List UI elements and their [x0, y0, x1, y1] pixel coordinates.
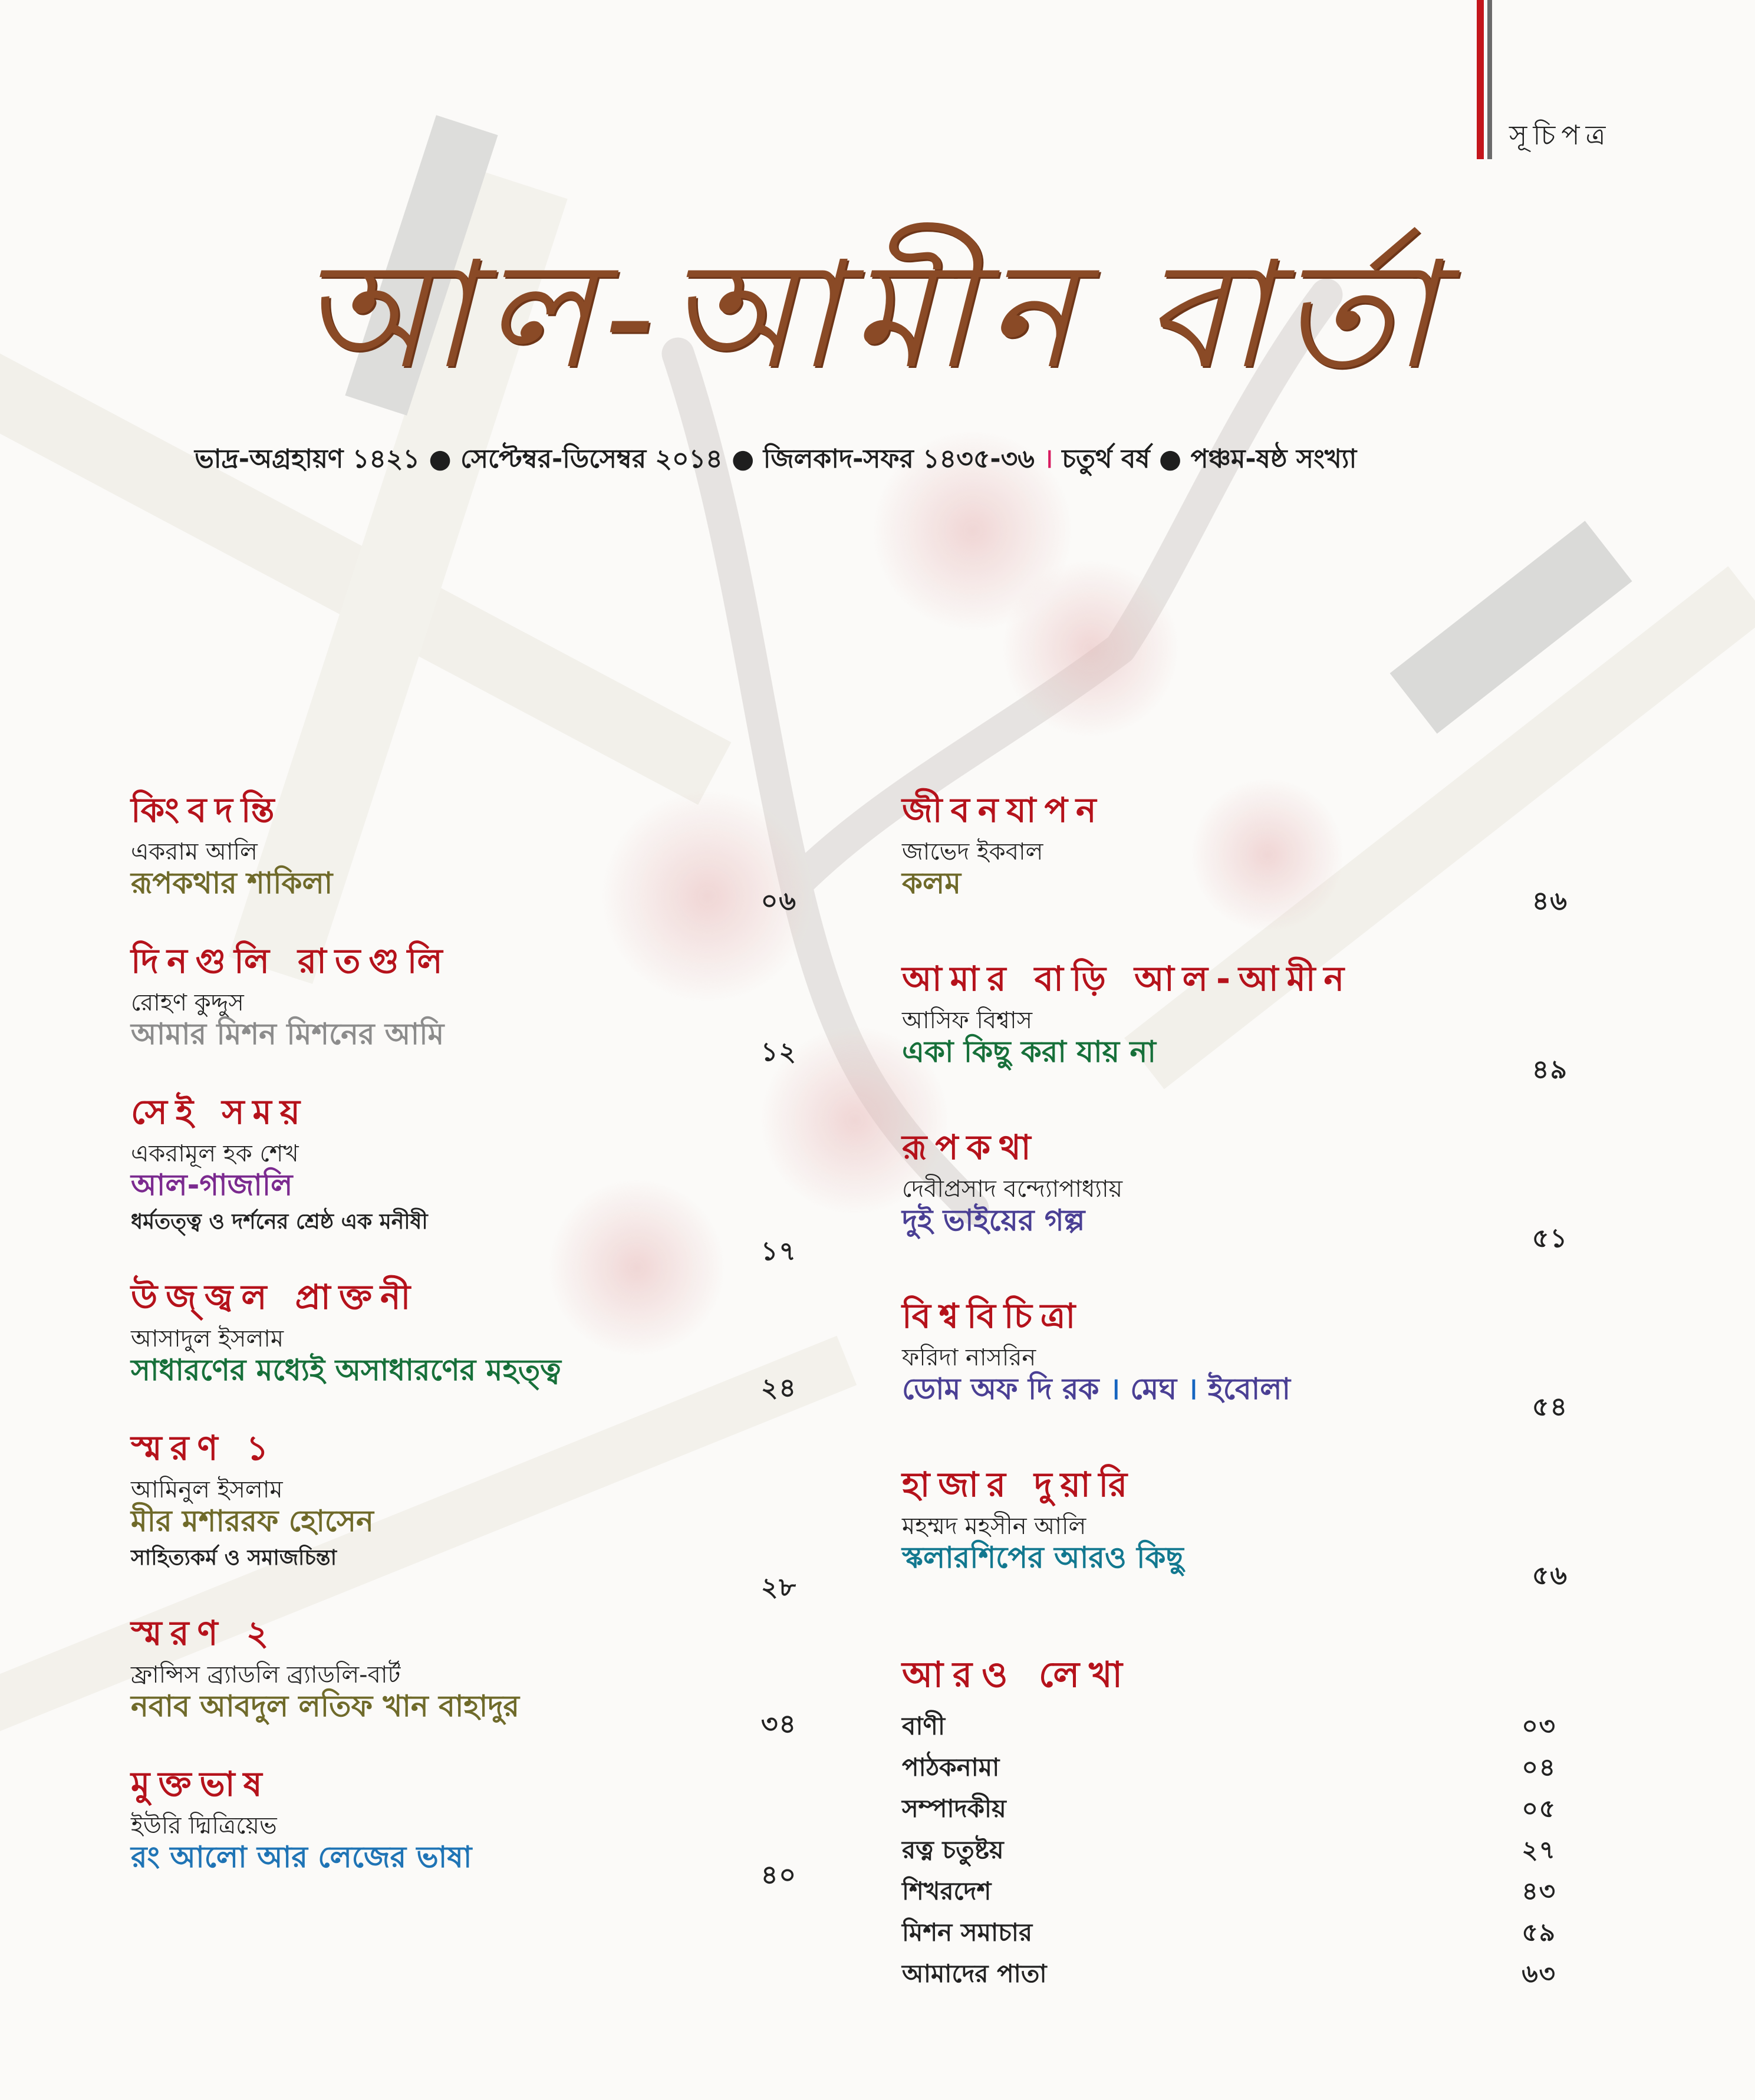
author-name: মহম্মদ মহসীন আলি — [902, 1513, 1086, 1540]
masthead-title: আল-আমীন বার্তা — [299, 229, 1446, 401]
section-title: স্মরণ ১ — [131, 1428, 277, 1468]
article-title[interactable]: আমার মিশন মিশনের আমি — [131, 1017, 444, 1051]
more-writings-item[interactable] — [902, 1913, 1556, 1954]
article-title[interactable]: সাধারণের মধ্যেই অসাধারণের মহত্ত্ব — [131, 1353, 561, 1387]
toc-right-column — [902, 790, 1568, 1636]
article-title[interactable]: রূপকথার শাকিলা — [131, 866, 333, 900]
item-label: মিশন সমাচার — [902, 1918, 1033, 1947]
toc-entry[interactable] — [902, 1464, 1568, 1591]
gray-accent-bar — [1487, 0, 1492, 159]
section-title: রূপকথা — [902, 1127, 1039, 1167]
article-separator: । — [1177, 1372, 1208, 1406]
page-number: ৫৪ — [1532, 1392, 1568, 1422]
page-number: ৬৩ — [1522, 1959, 1556, 1988]
corner-accent-bars — [1477, 0, 1494, 159]
author-name: আমিনুল ইসলাম — [131, 1476, 283, 1503]
author-name: ইউরি দ্মিত্রিয়েভ — [131, 1812, 277, 1839]
page-number: ৪০ — [760, 1860, 797, 1890]
page-number: ৫৯ — [1522, 1918, 1556, 1947]
article-title[interactable]: একা কিছু করা যায় না — [902, 1035, 1156, 1069]
article-part[interactable]: ইবোলা — [1207, 1372, 1291, 1406]
page-number: ০৫ — [1522, 1794, 1556, 1823]
toc-entry[interactable] — [131, 1277, 797, 1403]
item-label: আমাদের পাতা — [902, 1959, 1047, 1988]
section-title: মুক্তভাষ — [131, 1764, 271, 1804]
toc-entry[interactable] — [902, 790, 1568, 916]
page-number: ২৮ — [760, 1572, 797, 1602]
page-number: ২৪ — [760, 1373, 797, 1403]
toc-entry[interactable] — [131, 1428, 797, 1602]
more-writings-list — [902, 1707, 1556, 1996]
page-number: ০৩ — [1522, 1711, 1556, 1740]
masthead-logo — [177, 195, 1580, 407]
toc-left-column — [131, 790, 797, 1890]
toc-entry[interactable] — [131, 1092, 797, 1266]
page-number: ৩৪ — [760, 1709, 797, 1739]
article-title[interactable]: রং আলো আর লেজের ভাষা — [131, 1840, 472, 1874]
article-title[interactable] — [902, 1374, 1568, 1410]
issue-dates: ভাদ্র-অগ্রহায়ণ ১৪২১ ● সেপ্টেম্বর-ডিসেম্বর ২০১৪ ● জিলকাদ-সফর ১৪৩৫-৩৬ — [195, 444, 1035, 474]
article-separator: । — [1099, 1372, 1131, 1406]
author-name: একরাম আলি — [131, 838, 258, 865]
section-title: বিশ্ববিচিত্রা — [902, 1296, 1084, 1336]
article-title[interactable]: মীর মশাররফ হোসেন — [131, 1504, 374, 1538]
issue-info — [195, 439, 1550, 482]
page-number: ১২ — [760, 1037, 797, 1067]
author-name: একরামূল হক শেখ — [131, 1140, 299, 1167]
issue-volume: চতুর্থ বর্ষ ● পঞ্চম-ষষ্ঠ সংখ্যা — [1062, 444, 1357, 474]
red-accent-bar — [1477, 0, 1484, 159]
page-number: ৪৯ — [1532, 1055, 1568, 1085]
toc-entry[interactable] — [131, 1613, 797, 1739]
more-writings-item[interactable] — [902, 1707, 1556, 1748]
section-title: আমার বাড়ি আল-আমীন — [902, 959, 1353, 999]
section-title: উজ্জ্বল প্রাক্তনী — [131, 1277, 419, 1317]
section-title: কিংবদন্তি — [131, 790, 283, 830]
article-subtitle: সাহিত্যকর্ম ও সমাজচিন্তা — [131, 1546, 337, 1570]
more-writings-item[interactable] — [902, 1954, 1556, 1996]
page-number: ৪৬ — [1532, 886, 1568, 916]
toc-entry[interactable] — [902, 959, 1568, 1085]
author-name: দেবীপ্রসাদ বন্দ্যোপাধ্যায় — [902, 1176, 1123, 1203]
article-part[interactable]: মেঘ — [1130, 1372, 1177, 1406]
item-label: পাঠকনামা — [902, 1753, 1000, 1782]
page-number: ১৭ — [760, 1236, 797, 1266]
article-title[interactable]: নবাব আবদুল লতিফ খান বাহাদুর — [131, 1689, 519, 1723]
page-number: ২৭ — [1522, 1835, 1556, 1864]
more-writings-item[interactable] — [902, 1748, 1556, 1789]
page-number: ০৬ — [760, 886, 797, 916]
article-part[interactable]: ডোম অফ দি রক — [902, 1372, 1099, 1406]
article-title[interactable]: স্কলারশিপের আরও কিছু — [902, 1541, 1184, 1575]
author-name: ফরিদা নাসরিন — [902, 1344, 1036, 1371]
author-name: জাভেদ ইকবাল — [902, 838, 1043, 865]
article-title[interactable]: দুই ভাইয়ের গল্প — [902, 1203, 1085, 1237]
more-writings-title: আরও লেখা — [902, 1654, 1132, 1696]
page-number: ০৪ — [1522, 1753, 1556, 1782]
more-writings-item[interactable] — [902, 1872, 1556, 1913]
page-number: ৪৩ — [1522, 1877, 1556, 1905]
toc-entry[interactable] — [131, 941, 797, 1067]
author-name: ফ্রান্সিস ব্র্যাডলি ব্র্যাডলি-বার্ট — [131, 1661, 401, 1688]
section-title: হাজার দুয়ারি — [902, 1464, 1136, 1505]
article-title[interactable]: আল-গাজালি — [131, 1168, 293, 1202]
section-title: স্মরণ ২ — [131, 1613, 277, 1653]
author-name: আসিফ বিশ্বাস — [902, 1007, 1033, 1034]
section-title: সেই সময় — [131, 1092, 308, 1132]
more-writings-item[interactable] — [902, 1789, 1556, 1831]
section-label: সূচিপত্র — [1509, 119, 1612, 151]
item-label: রত্ন চতুষ্টয় — [902, 1835, 1004, 1864]
author-name: আসাদুল ইসলাম — [131, 1325, 284, 1352]
page-number: ৫১ — [1532, 1223, 1568, 1253]
item-label: সম্পাদকীয় — [902, 1794, 1006, 1823]
section-title: জীবনযাপন — [902, 790, 1105, 830]
more-writings-item[interactable] — [902, 1831, 1556, 1872]
item-label: শিখরদেশ — [902, 1877, 992, 1905]
page-number: ৫৬ — [1532, 1561, 1568, 1591]
toc-entry[interactable] — [131, 1764, 797, 1890]
issue-separator: । — [1043, 444, 1053, 474]
toc-entry[interactable] — [902, 1296, 1568, 1422]
section-title: দিনগুলি রাতগুলি — [131, 941, 451, 981]
toc-entry[interactable] — [131, 790, 797, 916]
item-label: বাণী — [902, 1711, 945, 1740]
author-name: রোহণ কুদ্দুস — [131, 989, 244, 1016]
article-subtitle: ধর্মতত্ত্ব ও দর্শনের শ্রেষ্ঠ এক মনীষী — [131, 1210, 428, 1234]
article-title[interactable]: কলম — [902, 866, 962, 900]
toc-entry[interactable] — [902, 1127, 1568, 1253]
